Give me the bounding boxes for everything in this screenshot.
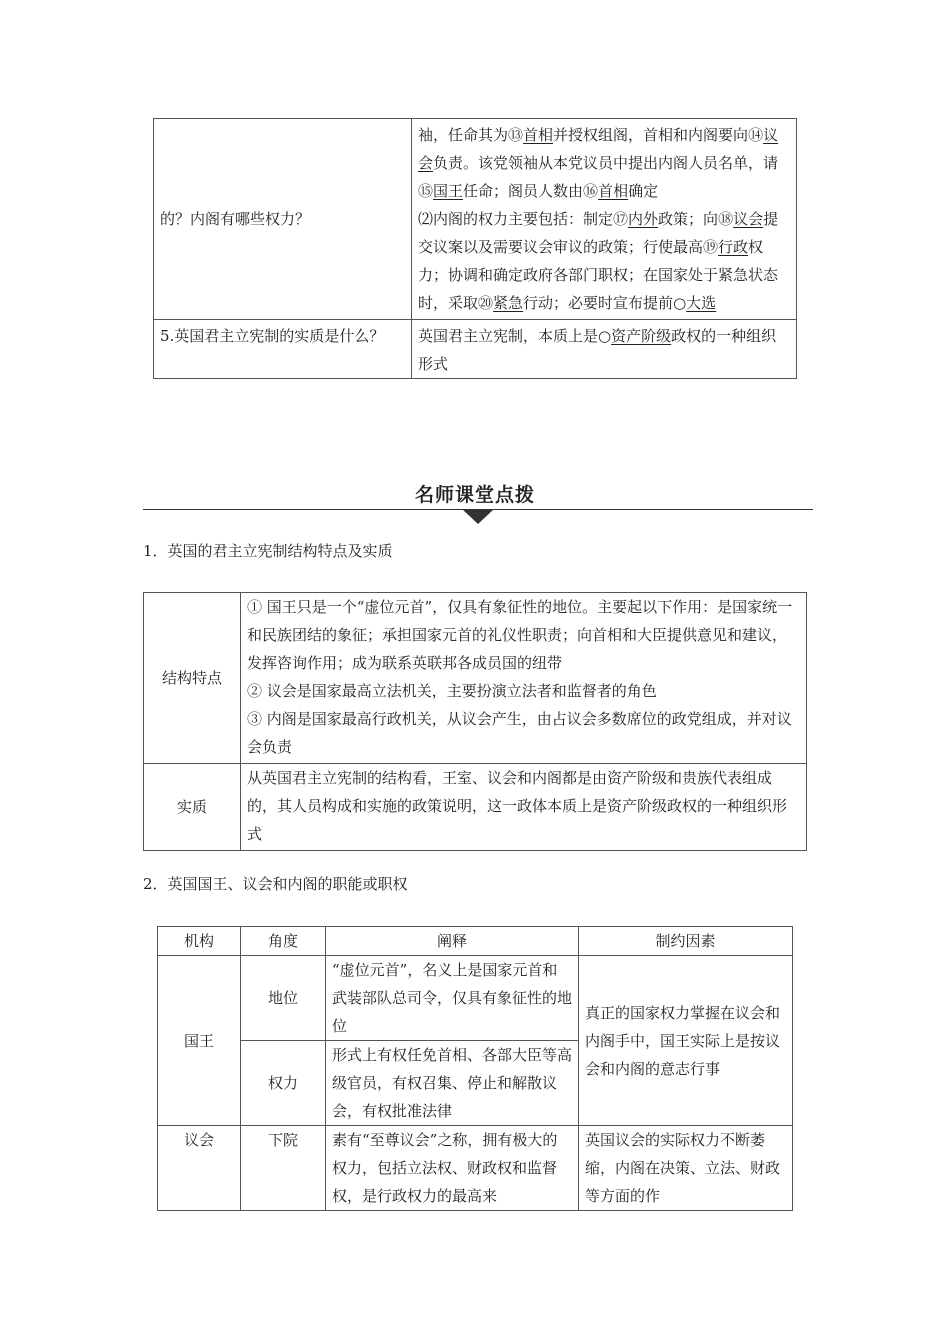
constraint-cell: 英国议会的实际权力不断萎缩，内阁在决策、立法、财政等方面的作 (579, 1126, 793, 1211)
section-title: 名师课堂点拨 (414, 484, 535, 506)
angle-cell: 地位 (241, 956, 326, 1041)
content-line: 从英国君主立宪制的结构看，王室、议会和内阁都是由资产阶级和贵族代表组成的，其人员构成和实施的政策说明，这一政体本质上是资产阶级政权的一种组织形式 (247, 769, 788, 843)
table-row (158, 956, 793, 1041)
header-cell: 机构 (158, 927, 241, 956)
answer-paragraph-2: ⑵内阁的权力主要包括：制定⑰内外政策；向⑱议会提交议案以及需要议会审议的政策；行使最高⑲行政权力；协调和确定政府各部门职权；在国家处于紧急状态时，采取⑳紧急行动；必要时宣布提前○大选 (418, 210, 779, 312)
header-cell: 制约因素 (579, 927, 793, 956)
question-cell (154, 119, 412, 320)
table-row (154, 320, 797, 379)
angle-cell: 下院 (241, 1126, 326, 1211)
table-row (144, 764, 807, 851)
row-content (241, 764, 807, 851)
row-label: 实质 (144, 764, 241, 851)
header-cell: 阐释 (326, 927, 579, 956)
org-cell: 国王 (158, 956, 241, 1126)
question-text: 的？内阁有哪些权力？ (160, 210, 311, 228)
question-text: 5.英国君主立宪制的实质是什么？ (160, 327, 385, 345)
point2-heading: 2．英国国王、议会和内阁的职能或职权 (143, 875, 408, 893)
answer-cell (412, 119, 797, 320)
question-cell (154, 320, 412, 379)
answer-cell: 英国君主立宪制，本质上是○资产阶级政权的一种组织形式 (412, 320, 797, 379)
table-row (158, 1126, 793, 1211)
explanation-cell: “虚位元首”，名义上是国家元首和武装部队总司令，仅具有象征性的地位 (326, 956, 579, 1041)
constraint-cell: 真正的国家权力掌握在议会和内阁手中，国王实际上是按议会和内阁的意志行事 (579, 956, 793, 1126)
content-line: ① 国王只是一个“虚位元首”，仅具有象征性的地位。主要起以下作用：是国家统一和民族团结的象征；承担国家元首的礼仪性职责；向首相和大臣提供意见和建议，发挥咨询作用；成为联系英联邦各成员国的纽带 (247, 598, 793, 672)
divider-arrow-icon (462, 509, 494, 525)
table-header-row (158, 927, 793, 956)
point1-heading: 1．英国的君主立宪制结构特点及实质 (143, 542, 393, 560)
table-row (144, 593, 807, 764)
header-cell: 角度 (241, 927, 326, 956)
structure-table (143, 592, 807, 851)
qa-table (153, 118, 797, 379)
row-content (241, 593, 807, 764)
answer-paragraph-1: 袖，任命其为⑬首相并授权组阁，首相和内阁要向⑭议会负责。该党领袖从本党议员中提出内阁人员名单，请⑮国王任命；阁员人数由⑯首相确定 (418, 126, 779, 200)
org-cell: 议会 (158, 1126, 241, 1211)
content-line: ② 议会是国家最高立法机关，主要扮演立法者和监督者的角色 (247, 682, 657, 700)
table-row (154, 119, 797, 320)
angle-cell: 权力 (241, 1041, 326, 1126)
functions-table (157, 926, 793, 1211)
content-line: ③ 内阁是国家最高行政机关，从议会产生，由占议会多数席位的政党组成，并对议会负责 (247, 710, 792, 756)
row-label: 结构特点 (144, 593, 241, 764)
explanation-cell: 素有“至尊议会”之称，拥有极大的权力，包括立法权、财政权和监督权，是行政权力的最高来 (326, 1126, 579, 1211)
explanation-cell: 形式上有权任免首相、各部大臣等高级官员，有权召集、停止和解散议会，有权批准法律 (326, 1041, 579, 1126)
